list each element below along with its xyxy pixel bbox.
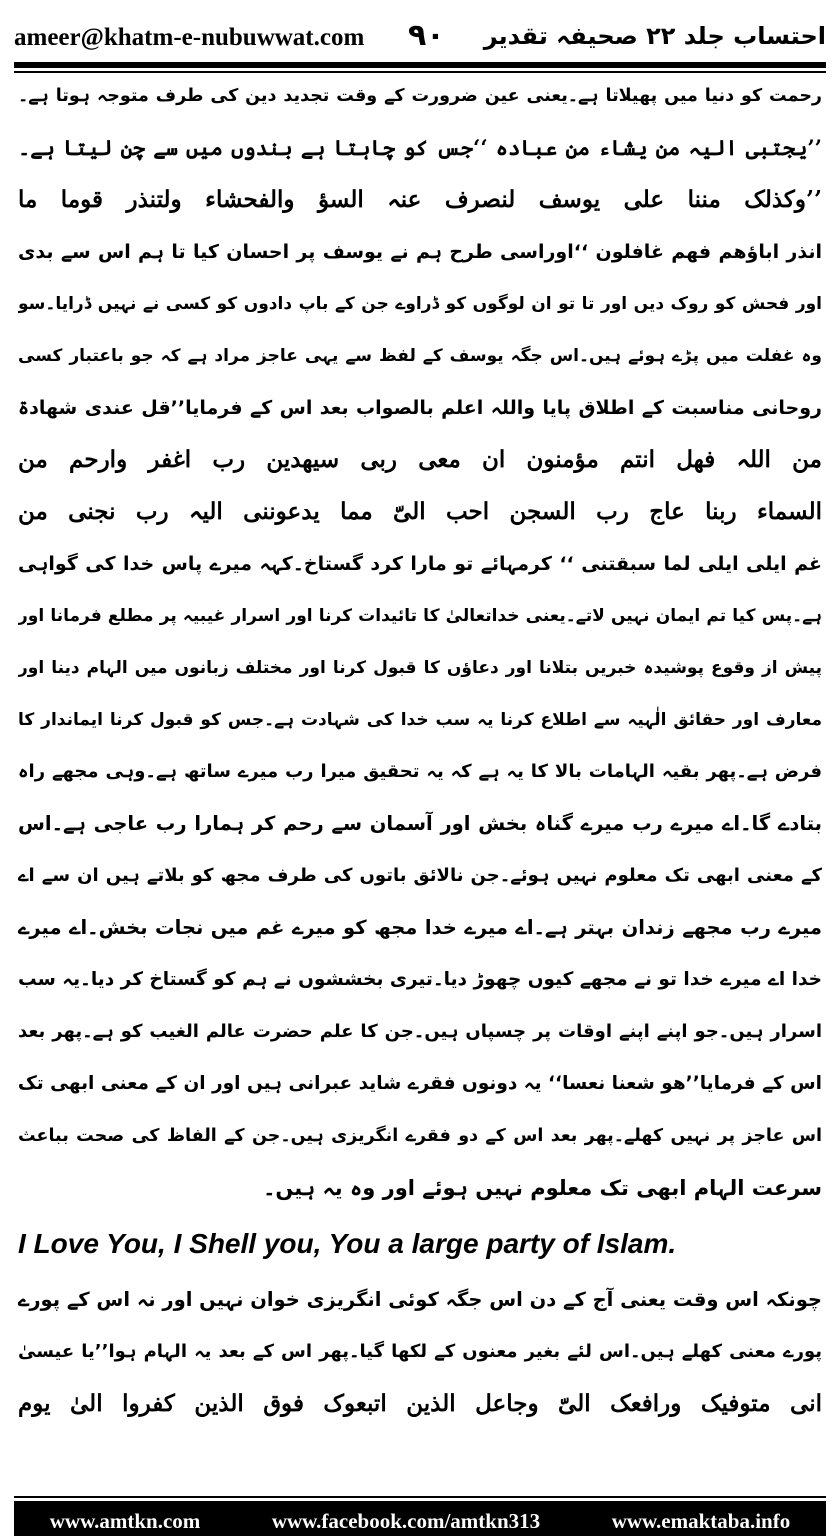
text-line-16: کے معنی ابھی تک معلوم نہیں ہوئے۔جن نالائق باتوں کی طرف مجھ کو بلاتے ہیں ان سے اے xyxy=(18,865,822,886)
text-line-6: وہ غفلت میں پڑے ہوئے ہیں۔اس جگہ یوسف کے لفظ سے یہی عاجز مراد ہے کہ جو باعتبار کسی xyxy=(18,346,822,366)
text-line-4: انذر اباؤھم فھم غافلون ‘‘اوراسی طرح ہم نے یوسف پر احسان کیا تا ہم اس سے بدی xyxy=(18,241,822,263)
page-number: ۹۰ xyxy=(408,18,445,53)
text-line-21: اس عاجز پر نہیں کھلے۔پھر بعد اس کے دو فقرے انگریزی ہیں۔جن کے الفاظ کی صحت بباعث xyxy=(18,1126,822,1146)
text-line-1: رحمت کو دنیا میں پھیلاتا ہے۔یعنی عین ضرورت کے وقت تجدید دین کی طرف متوجہ ہوتا ہے۔ xyxy=(18,86,822,106)
footer-link-facebook[interactable]: www.facebook.com/amtkn313 xyxy=(271,1508,541,1533)
text-line-15: بتادے گا۔اے میرے رب میرے گناہ بخش اور آسمان سے رحم کر ہمارا رب عاجی ہے۔اس xyxy=(18,812,822,835)
text-line-18: خدا اے میرے خدا تو نے مجھے کیوں چھوڑ دیا۔تیری بخششوں نے ہم کو گستاخ کر دیا۔یہ سب xyxy=(18,969,822,990)
footer-link-emaktaba[interactable]: www.emaktaba.info xyxy=(611,1508,791,1533)
text-line-2: ’’یجتبی الیہ من یشاء من عبادہ ‘‘جس کو چاہتا ہے بندوں میں سے چن لیتا ہے۔ xyxy=(18,135,822,160)
text-line-13: معارف اور حقائق الٰہیہ سے اطلاع کرنا یہ سب خدا کی شہادت ہے۔جس کو قبول کرنا ایماندار کا xyxy=(18,710,822,730)
header-email: ameer@khatm-e-nubuwwat.com xyxy=(14,24,365,51)
text-line-14: فرض ہے۔پھر بقیہ الہامات بالا کا یہ ہے کہ یہ تحقیق میرا رب میرے ساتھ ہے۔وہی مجھے راہ xyxy=(18,761,822,782)
book-title: احتساب جلد ۲۲ صحیفہ تقدیر xyxy=(483,22,826,50)
footer-link-amtkn[interactable]: www.amtkn.com xyxy=(49,1508,201,1533)
page-body xyxy=(18,74,822,1454)
text-line-11: ہے۔پس کیا تم ایمان نہیں لاتے۔یعنی خداتعالیٰ کا تائیدات کرنا اور اسرار غیبیہ پر مطلع فرمانا اور xyxy=(18,606,822,626)
english-revelation-line: I Love You, I Shell you, You a large party of Islam. xyxy=(18,1228,677,1259)
footer-rule-thin xyxy=(14,1496,826,1498)
text-line-19: اسرار ہیں۔جو اپنے اپنے اوقات پر چسپاں ہیں۔جن کا علم حضرت عالم الغیب کو ہے۔پھر بعد xyxy=(18,1021,822,1042)
text-line-5: اور فحش کو روک دیں اور تا تو ان لوگوں کو ڈراوے جن کے باپ دادوں کو کسی نے نہیں ڈرایا۔سو xyxy=(18,294,822,314)
text-line-12: پیش از وقوع پوشیدہ خبریں بتلانا اور دعاؤں کا قبول کرنا اور مختلف زبانوں میں الہام دینا اور xyxy=(18,658,822,678)
text-line-26: انی متوفیک ورافعک الیّ وجاعل الذین اتبعوک فوق الذین کفروا الیٰ یوم xyxy=(18,1390,822,1417)
text-line-7: روحانی مناسبت کے اطلاق پایا واللہ اعلم بالصواب بعد اس کے فرمایا’’قل عندی شھادۃ xyxy=(18,397,822,419)
text-line-24: چونکہ اس وقت یعنی آج کے دن اس جگہ کوئی انگریزی خوان نہیں اور نہ اس کے پورے xyxy=(18,1288,822,1311)
text-line-17: میرے رب مجھے زندان بہتر ہے۔اے میرے خدا مجھ کو میرے غم میں نجات بخش۔اے میرے xyxy=(18,916,822,939)
text-line-25: پورے معنی کھلے ہیں۔اس لئے بغیر معنوں کے لکھا گیا۔پھر اس کے بعد یہ الہام ہوا’’یا عیسیٰ xyxy=(18,1341,822,1362)
header-rule-thin xyxy=(14,71,826,73)
text-line-3: ’’وکذلک مننا علی یوسف لنصرف عنہ السؤ والفحشاء ولتنذر قوما ما xyxy=(18,186,822,213)
text-line-22: سرعت الہام ابھی تک معلوم نہیں ہوئے اور وہ یہ ہیں۔ xyxy=(263,1176,822,1200)
text-line-20: اس کے فرمایا’’ھو شعنا نعسا‘‘ یہ دونوں فقرے شاید عبرانی ہیں اور ان کے معنی ابھی تک xyxy=(18,1073,822,1094)
header-rule-thick xyxy=(14,62,826,68)
text-line-8: من اللہ فھل انتم مؤمنون ان معی ربی سیھدین رب اغفر وارحم من xyxy=(18,446,822,473)
text-line-9: السماء ربنا عاج رب السجن احب الیّ مما یدعوننی الیہ رب نجنی من xyxy=(18,498,822,525)
page-header xyxy=(14,18,826,62)
text-line-10: غم ایلی ایلی لما سبقتنی ‘‘ کرمہائے تو مارا کرد گستاخ۔کہہ میرے پاس خدا کی گواہی xyxy=(18,553,822,575)
page-footer xyxy=(14,1506,826,1536)
